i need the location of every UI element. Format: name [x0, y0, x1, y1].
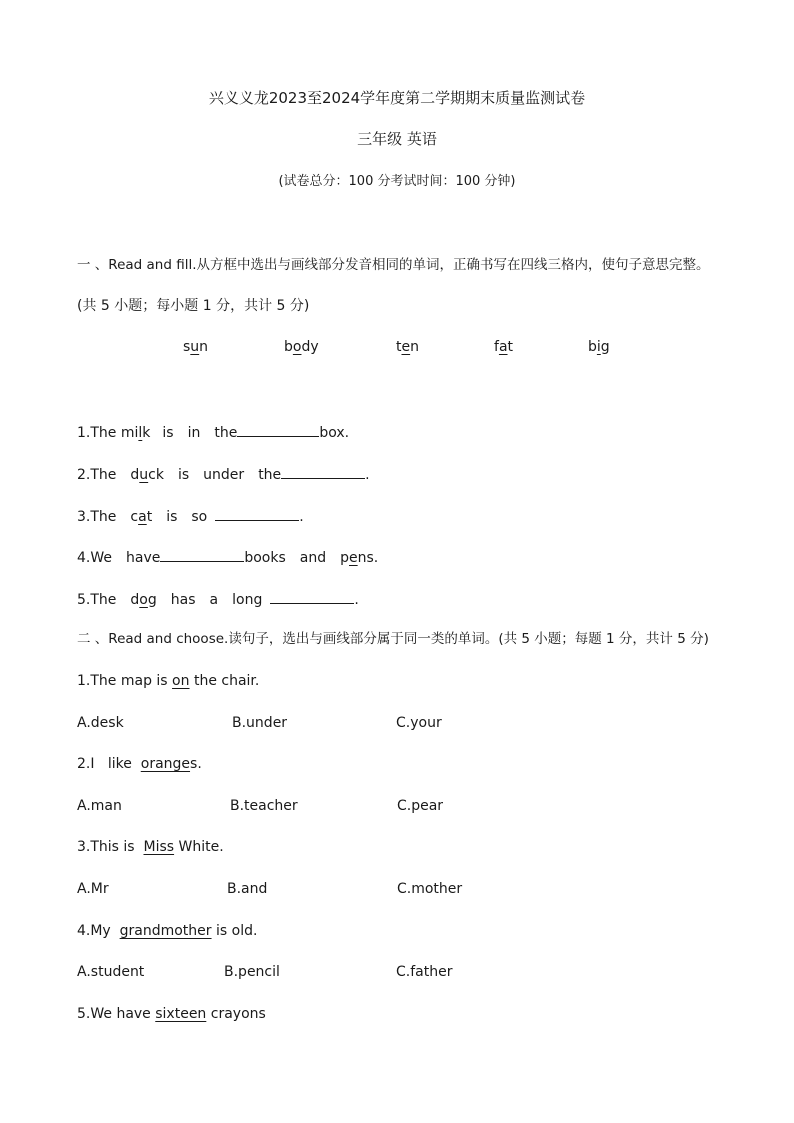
choice-question-1: 1.The map is on the chair. — [77, 673, 260, 689]
choice-option-a[interactable]: A.student — [77, 964, 145, 980]
choice-question-5: 5.We have sixteen crayons — [77, 1006, 266, 1022]
answer-blank[interactable] — [237, 422, 319, 437]
word-option: ten — [396, 339, 419, 355]
choice-question-4: 4.My grandmother is old. — [77, 923, 258, 939]
word-option: fat — [494, 339, 514, 355]
choice-option-c[interactable]: C.your — [396, 715, 442, 731]
choice-option-c[interactable]: C.mother — [397, 881, 463, 897]
choice-option-c[interactable]: C.pear — [397, 798, 444, 814]
word-option: big — [588, 339, 610, 355]
answer-blank[interactable] — [215, 506, 299, 521]
choice-option-a[interactable]: A.desk — [77, 715, 124, 731]
choice-option-a[interactable]: A.man — [77, 798, 122, 814]
choice-option-c[interactable]: C.father — [396, 964, 453, 980]
choice-option-a[interactable]: A.Mr — [77, 881, 109, 897]
fill-question-1: 1.The milk is in the box. — [77, 422, 349, 442]
exam-subtitle: 三年级 英语 — [357, 130, 437, 148]
choice-option-b[interactable]: B.under — [232, 715, 288, 731]
answer-blank[interactable] — [270, 589, 354, 604]
choice-option-b[interactable]: B.teacher — [230, 798, 298, 814]
word-option: sun — [183, 339, 209, 355]
section1-heading: 一 、Read and fill.从方框中选出与画线部分发音相同的单词，正确书写在四线三格内，使句子意思完整。 — [77, 257, 710, 273]
fill-question-4: 4.We have books and pens. — [77, 547, 378, 567]
exam-score-info: (试卷总分：100 分考试时间：100 分钟) — [278, 174, 516, 189]
exam-title: 兴义义龙2023至2024学年度第二学期期末质量监测试卷 — [208, 89, 586, 107]
choice-question-3: 3.This is Miss White. — [77, 839, 224, 855]
word-option: body — [284, 339, 319, 355]
section1-note: (共 5 小题；每小题 1 分，共计 5 分) — [77, 298, 310, 314]
answer-blank[interactable] — [160, 547, 244, 562]
answer-blank[interactable] — [281, 464, 365, 479]
fill-question-3: 3.The cat is so . — [77, 506, 304, 526]
fill-question-2: 2.The duck is under the . — [77, 464, 370, 484]
choice-option-b[interactable]: B.pencil — [224, 964, 280, 980]
fill-question-5: 5.The dog has a long . — [77, 589, 359, 609]
section2-heading: 二 、Read and choose.读句子，选出与画线部分属于同一类的单词。(共 5 小题；每题 1 分，共计 5 分) — [77, 631, 709, 647]
choice-question-2: 2.I like oranges. — [77, 756, 202, 772]
choice-option-b[interactable]: B.and — [227, 881, 268, 897]
